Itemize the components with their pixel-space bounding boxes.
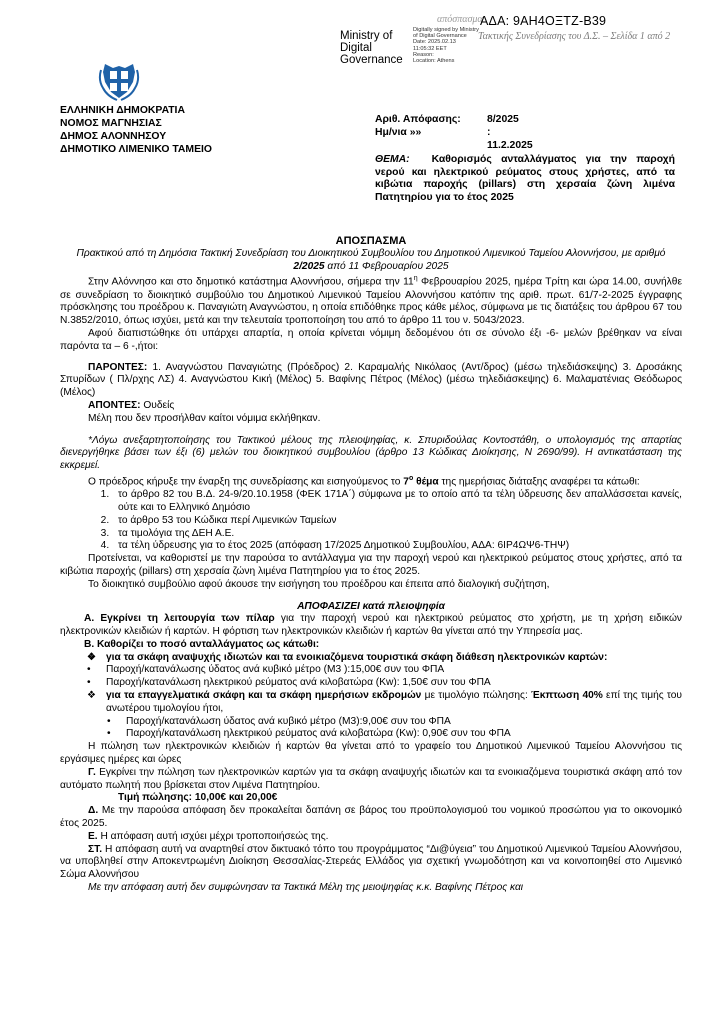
minutes-date: από 11 Φεβρουαρίου 2025: [324, 260, 449, 272]
absent-members: [60, 400, 682, 413]
tariff-group-2-head: για τα επαγγελματικά σκάφη και τα σκάφη ημερήσιων εκδρομών: [106, 690, 422, 702]
list-item: 2. το άρθρο 53 του Κώδικα περί Λιμενικών Ταμείων: [112, 515, 682, 528]
proposal-paragraph: Προτείνεται, να καθοριστεί με την παρούσα το αντάλλαγμα για την παροχή νερού και ηλεκτρικού ρεύματος στους χρήστες, από τα κιβώτια παροχής (pillars) στη χερσαία ζώνη λιμένα Πατητηρίου για το έτος 2025.: [60, 553, 682, 577]
signature-line: Digitally signed by Ministry: [413, 27, 479, 33]
meeting-paragraph: [60, 273, 682, 328]
decision-g-text: Εγκρίνει την πώληση των ηλεκτρονικών καρτών για τα σκάφη αναψυχής ιδιωτών και τα ενοικιαζόμενα τουριστικά σκάφη από τον αυτόματο πωλητή που βρίσκεται στον Λιμένα Πατητηρίου.: [60, 766, 682, 791]
list-item: ❖ για τα σκάφη αναψυχής ιδιωτών και τα ενοικιαζόμενα τουριστικά σκάφη διάθεση ηλεκτρονικών καρτών:: [106, 652, 682, 665]
authority-line: ΕΛΛΗΝΙΚΗ ΔΗΜΟΚΡΑΤΙΑ: [60, 105, 185, 116]
meeting-text-b: Φεβρουαρίου 2025, ημέρα Τρίτη και ώρα 14.00, συνήλθε σε συνεδρίαση το διοικητικό συμβούλιο του Δημοτικού Λιμενικού Ταμείου Αλοννήσου κατόπιν της αριθ. πρωτ. 61/7-2-2025 έγγραφης πρόσκλησης του προέδρου κ. Παναγιώτη Αναγνώστου, η οποία επιδόθηκε προς κάθε μέλος, σύμφωνα με τις διατάξεις του άρθρου 67 του Ν.3852/2010, όπως ισχύει, μετά και την τελευταία τροποποίηση του από το άρθρο 11 του ν. 5043/2023.: [60, 276, 682, 327]
tariff-group-2: [60, 690, 682, 716]
quorum-note: *Λόγω ανεξαρτητοποίησης του Τακτικού μέλους της πλειοψηφίας, κ. Σπυριδούλας Κοντοστάθη, ο υπολογισμός της απαρτίας διενεργήθηκε βάσει των έξι (6) μελών του διοικητικού συμβουλίου (άρθρο 13 Κώδικας Διοίκησης, Ν 2690/99). Η αντικατάσταση της εκκρεμεί.: [60, 434, 682, 472]
watermark-text: απόσπασμα: [437, 14, 483, 25]
ministry-line-3: Governance: [340, 54, 403, 66]
decision-meta: [375, 113, 533, 151]
absent-text: Ουδείς: [140, 399, 175, 411]
meeting-text-a: Στην Αλόννησο και στο δημοτικό κατάστημα Αλοννήσου, σήμερα την 11: [88, 276, 414, 288]
greek-emblem-icon: [97, 58, 141, 102]
list-item: [106, 690, 682, 716]
agenda-text-d: της ημερήσιας διάταξης αναφέρει τα κάτωθι:: [438, 476, 640, 488]
minutes-intro-text: Πρακτικού από τη Δημόσια Τακτική Συνεδρίαση του Διοικητικού Συμβουλίου του Δημοτικού Λιμενικού Ταμείου Αλοννήσου, με αριθμό: [76, 247, 666, 259]
minutes-intro: [60, 248, 682, 274]
decision-b-label: Β. Καθορίζει το ποσό ανταλλάγματος ως κάτωθι:: [84, 638, 320, 650]
tariff-group-1: [60, 652, 682, 665]
signature-line: Reason:: [413, 51, 434, 58]
decision-d-label: Δ.: [88, 805, 99, 817]
agenda-text-a: Ο πρόεδρος κήρυξε την έναρξη της συνεδρίασης και εισηγούμενος το: [88, 476, 404, 488]
list-item: 4. τα τέλη ύδρευσης για το έτος 2025 (απόφαση 17/2025 Δημοτικού Συμβουλίου, ΑΔΑ: 6ΙΡ4ΩΨ6-ΤΗΨ): [112, 540, 682, 553]
document-title: ΑΠΟΣΠΑΣΜΑ: [335, 235, 407, 247]
signature-line: Date: 2025.02.13: [413, 39, 456, 46]
decision-number: 8/2025: [487, 114, 519, 125]
decision-st: [60, 844, 682, 882]
signature-line: Location: Athens: [413, 58, 455, 65]
page-info: Τακτικής Συνεδρίασης του Δ.Σ. – Σελίδα 1 από 2: [478, 31, 671, 42]
agenda-item-word: θέμα: [413, 476, 439, 488]
subject: [375, 154, 675, 204]
authority-line: ΔΗΜΟΤΙΚΟ ΛΙΜΕΝΙΚΟ ΤΑΜΕΙΟ: [60, 144, 212, 155]
decision-date: : 11.2.2025: [487, 127, 533, 151]
meeting-sup: η: [413, 275, 418, 283]
tariff-list-2: [60, 716, 682, 742]
decision-d-text: Με την παρούσα απόφαση δεν προκαλείται δαπάνη σε βάρος του προϋπολογισμού του νομικού προσώπου για το οικονομικό έτος 2025.: [60, 805, 682, 830]
signature-details: [413, 27, 479, 64]
list-item: • Παροχή/κατανάλωση ηλεκτρικού ρεύματος ανά κιλοβατώρα (Kw): 1,50€ συν του ΦΠΑ: [106, 677, 682, 690]
decision-e-label: Ε.: [88, 830, 98, 842]
list-item: • Παροχή/κατανάλωση ηλεκτρικού ρεύματος ανά κιλοβατώρα (Kw): 0,90€ συν του ΦΠΑ: [126, 728, 682, 741]
decision-g: [60, 767, 682, 793]
decision-a-label: Α. Εγκρίνει τη λειτουργία των πίλαρ: [84, 613, 275, 625]
decision-g-label: Γ.: [88, 766, 96, 778]
present-label: ΠΑΡΟΝΤΕΣ:: [88, 361, 148, 373]
decision-e-text: Η απόφαση αυτή ισχύει μέχρι τροποποιήσεώς της.: [97, 830, 329, 842]
decision-d: [60, 805, 682, 831]
digital-signature-issuer: [340, 30, 403, 66]
subject-text: Καθορισμός ανταλλάγματος για την παροχή νερού και ηλεκτρικού ρεύματος στους χρήστες, από τα κιβώτια παροχής (pillars) στη χερσαία ζώνη λιμένα Πατητηρίου για το έτος 2025: [375, 154, 675, 203]
authority-line: ΔΗΜΟΣ ΑΛΟΝΝΗΣΟΥ: [60, 131, 167, 142]
quorum-paragraph: Αφού διαπιστώθηκε ότι υπάρχει απαρτία, η οποία κρίνεται νόμιμη δεδομένου ότι σε σύνολο έξι -6- μελών βρέθηκαν να είναι παρόντα τα – 6 -,ήτοι:: [60, 327, 682, 352]
decision-number-label: Αριθ. Απόφασης:: [375, 114, 461, 125]
decision-a-text: για την παροχή νερού και ηλεκτρικού ρεύματος στο χρήστη, με τη χρήση ειδικών ηλεκτρονικών κλειδιών ή καρτών. Η φόρτιση των ηλεκτρονικών κλειδιών ή καρτών θα γίνεται από την Υπηρεσία μας.: [60, 613, 683, 638]
absent-label: ΑΠΟΝΤΕΣ:: [88, 399, 141, 411]
agenda-sup: ο: [408, 474, 414, 482]
tariff-group-2-tail: επί της τιμής του ανωτέρου τιμολογίου ήτοι,: [106, 690, 682, 714]
present-members: [60, 362, 682, 400]
ada-code: ΑΔΑ: 9ΑΗ4ΟΞΤΖ-Β39: [480, 14, 607, 28]
tariff-list-1: [60, 664, 682, 690]
discussion-paragraph: Το διοικητικό συμβούλιο αφού άκουσε την εισήγηση του προέδρου και έπειτα από διαλογική συζήτηση,: [88, 578, 550, 590]
signature-line: of Digital Governance: [413, 33, 467, 40]
agenda-item-number: 7: [403, 476, 409, 488]
discount-label: Έκπτωση 40%: [531, 690, 603, 702]
signature-line: 11:05:32 EET: [413, 45, 447, 52]
sales-paragraph: Η πώληση των ηλεκτρονικών κλειδιών ή καρτών θα γίνεται από το γραφείο του Δημοτικού Λιμενικού Ταμείου Αλοννήσου τις εργάσιμες ημέρες και ώρες: [60, 741, 682, 766]
decision-heading: ΑΠΟΦΑΣΙΖΕΙ κατά πλειοψηφία: [297, 600, 445, 612]
decision-st-label: ΣΤ.: [88, 843, 103, 855]
decision-date-label: Ημ/νια »»: [375, 127, 422, 138]
decision-st-text: Η απόφαση αυτή να αναρτηθεί στον δικτυακό τόπο του προγράμματος “Δι@ύγεια” του Δημοτικού Λιμενικού Ταμείου Αλοννήσου, να υποβληθεί στην Αποκεντρωμένη Διοίκηση Θεσσαλίας-Στερεάς Ελλάδος για σχετική γνωμοδότηση και να κοινοποιηθεί στο Λιμενικό Σώμα Αλοννήσου: [60, 843, 682, 881]
list-item: • Παροχή/κατανάλωση ύδατος ανά κυβικό μέτρο (Μ3):9,00€ συν του ΦΠΑ: [126, 716, 682, 729]
subject-label: ΘΕΜΑ:: [375, 154, 410, 165]
list-item: 1. το άρθρο 82 του Β.Δ. 24-9/20.10.1958 (ΦΕΚ 171Α΄) σύμφωνα με το οποίο από τα τέλη ύδρευσης δεν απαλλάσσεται κανείς, ούτε και το Ελληνικό Δημόσιο: [112, 489, 682, 515]
decision-e: [60, 831, 682, 844]
not-present-note: Μέλη που δεν προσήλθαν καίτοι νόμιμα εκλήθηκαν.: [88, 412, 321, 424]
authority-block: [60, 104, 212, 156]
document-body: [60, 235, 682, 895]
legal-basis-list: [60, 489, 682, 553]
sale-price: Τιμή πώλησης: 10,00€ και 20,00€: [118, 792, 278, 804]
list-item: • Παροχή/κατανάλωσης ύδατος ανά κυβικό μέτρο (Μ3 ):15,00€ συν του ΦΠΑ: [106, 664, 682, 677]
present-text: 1. Αναγνώστου Παναγιώτης (Πρόεδρος) 2. Καραμαλής Νικόλαος (Αντ/δρος) (μέσω τηλεδιάσκεψης) 3. Δροσάκης Σπυρίδων ( Πλ/ρχης ΛΣ) 4. Αναγνώστου Κική (Μέλος) 5. Βαφίνης Πέτρος (Μέλος) (μέσω τηλεδιάσκεψης) 6. Μαλαματένιας Θεόδωρος (Μέλος): [60, 361, 682, 399]
agenda-paragraph: [60, 473, 682, 489]
minutes-number: 2/2025: [293, 260, 325, 272]
ministry-line-1: Ministry of: [340, 30, 393, 42]
authority-line: ΝΟΜΟΣ ΜΑΓΝΗΣΙΑΣ: [60, 118, 162, 129]
tariff-group-2-text: με τιμολόγιο πώλησης:: [421, 690, 531, 702]
minority-note: Με την απόφαση αυτή δεν συμφώνησαν τα Τακτικά Μέλη της μειοψηφίας κ.κ. Βαφίνης Πέτρος και: [88, 882, 524, 894]
ministry-line-2: Digital: [340, 42, 372, 54]
list-item: 3. τα τιμολόγια της ΔΕΗ Α.Ε.: [112, 528, 682, 541]
decision-a: [60, 613, 682, 639]
